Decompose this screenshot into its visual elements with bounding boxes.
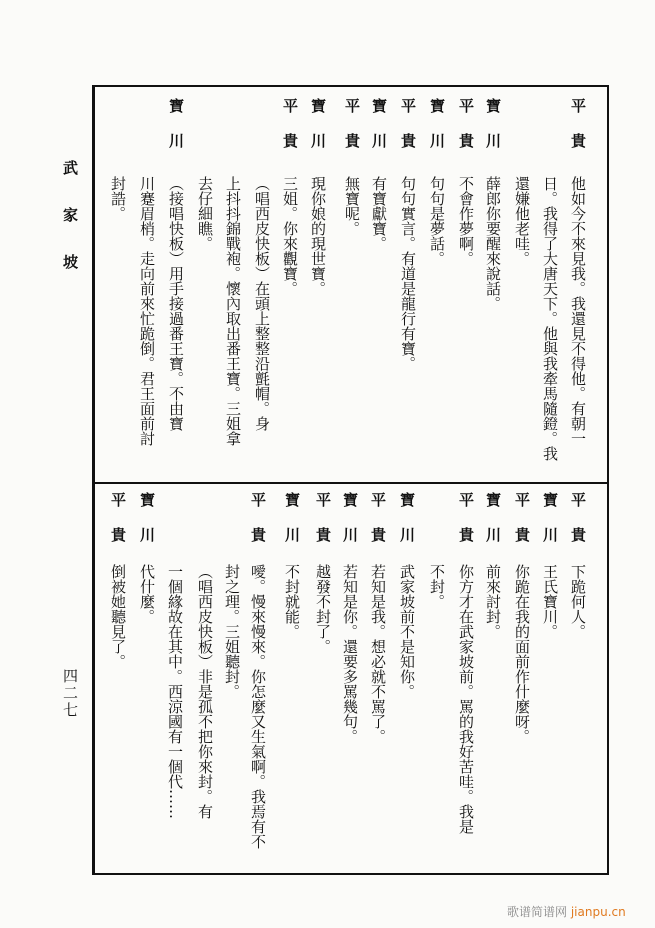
speaker-name: 寶川	[484, 98, 502, 168]
dialogue-text: 不封就能。	[283, 564, 301, 639]
speaker-name: 平貴	[281, 98, 299, 168]
dialogue-text: 有寶獻寶。	[370, 176, 388, 251]
dialogue-text: 王氏寶川。	[541, 564, 559, 639]
speaker-name: 平貴	[569, 492, 587, 562]
dialogue-text: 武家坡前不是知你。	[398, 564, 416, 699]
speaker-name: 平貴	[457, 98, 475, 168]
speaker-name: 寶川	[370, 98, 388, 168]
dialogue-text: 你方才在武家坡前。罵的我好苦哇。我是	[457, 564, 475, 834]
speaker-name: 寶川	[398, 492, 416, 562]
dialogue-text: 無寶呢。	[343, 176, 361, 236]
dialogue-text: 越發不封了。	[314, 564, 332, 654]
dialogue-text: 封之理。三姐聽封。	[223, 564, 241, 699]
dialogue-text: 還嫌他老哇。	[513, 176, 531, 266]
speaker-name: 平貴	[399, 98, 417, 168]
dialogue-text: （唱西皮快板）在頭上整整沿氈帽。身	[253, 176, 271, 431]
page-number: 四二七	[61, 668, 79, 719]
speaker-name: 寶川	[428, 98, 446, 168]
dialogue-text: 封誥。	[109, 176, 127, 221]
speaker-name: 平貴	[369, 492, 387, 562]
dialogue-text: 現你娘的現世寶。	[309, 176, 327, 296]
dialogue-text: 川蹇眉梢。走向前來忙跪倒。君王面前討	[138, 176, 156, 446]
dialogue-text: 噯。慢來慢來。你怎麼又生氣啊。我焉有不	[249, 564, 267, 849]
dialogue-text: 日。我得了大唐天下。他與我牽馬隨鐙。我	[541, 176, 559, 461]
speaker-name: 寶川	[541, 492, 559, 562]
dialogue-text: 句句實言。有道是龍行有寶。	[399, 176, 417, 371]
dialogue-text: 你跪在我的面前作什麼呀。	[513, 564, 531, 744]
section-divider	[92, 482, 608, 484]
speaker-name: 平貴	[457, 492, 475, 562]
speaker-name: 平貴	[569, 98, 587, 168]
speaker-name: 平貴	[249, 492, 267, 562]
speaker-name: 寶川	[341, 492, 359, 562]
dialogue-text: 若知是你。還要多罵幾句。	[341, 564, 359, 744]
dialogue-text: 句句是夢話。	[428, 176, 446, 266]
dialogue-text: 一個緣故在其中。西涼國有一個代……	[166, 564, 184, 819]
dialogue-text: （唱西皮快板）非是孤不把你來封。有	[196, 564, 214, 819]
speaker-name: 寶川	[167, 98, 185, 168]
dialogue-text: 前來討封。	[484, 564, 502, 639]
dialogue-text: 下跪何人。	[569, 564, 587, 639]
dialogue-text: 不封。	[428, 564, 446, 609]
speaker-name: 平貴	[314, 492, 332, 562]
speaker-name: 平貴	[513, 492, 531, 562]
dialogue-text: 代什麼。	[138, 564, 156, 624]
speaker-name: 寶川	[138, 492, 156, 562]
dialogue-text: 上抖抖錦戰袍。懷內取出番王寶。三姐拿	[224, 176, 242, 446]
dialogue-text: 不會作夢啊。	[457, 176, 475, 266]
running-title: 武家坡	[61, 160, 79, 301]
dialogue-text: 他如今不來見我。我還見不得他。有朝一	[569, 176, 587, 446]
dialogue-text: 去仔細瞧。	[196, 176, 214, 251]
watermark-text: 歌谱简谱网	[507, 905, 568, 919]
dialogue-text: （接唱快板）用手接過番王寶。不由寶	[167, 176, 185, 431]
dialogue-text: 三姐。你來觀寶。	[281, 176, 299, 296]
speaker-name: 寶川	[309, 98, 327, 168]
speaker-name: 平貴	[343, 98, 361, 168]
watermark	[507, 903, 626, 920]
dialogue-text: 若知是我。想必就不罵了。	[369, 564, 387, 744]
dialogue-text: 倒被她聽見了。	[109, 564, 127, 669]
speaker-name: 寶川	[283, 492, 301, 562]
speaker-name: 寶川	[484, 492, 502, 562]
speaker-name: 平貴	[109, 492, 127, 562]
dialogue-text: 薛郎你要醒來說話。	[484, 176, 502, 311]
watermark-domain: jianpu.cn	[570, 905, 626, 919]
